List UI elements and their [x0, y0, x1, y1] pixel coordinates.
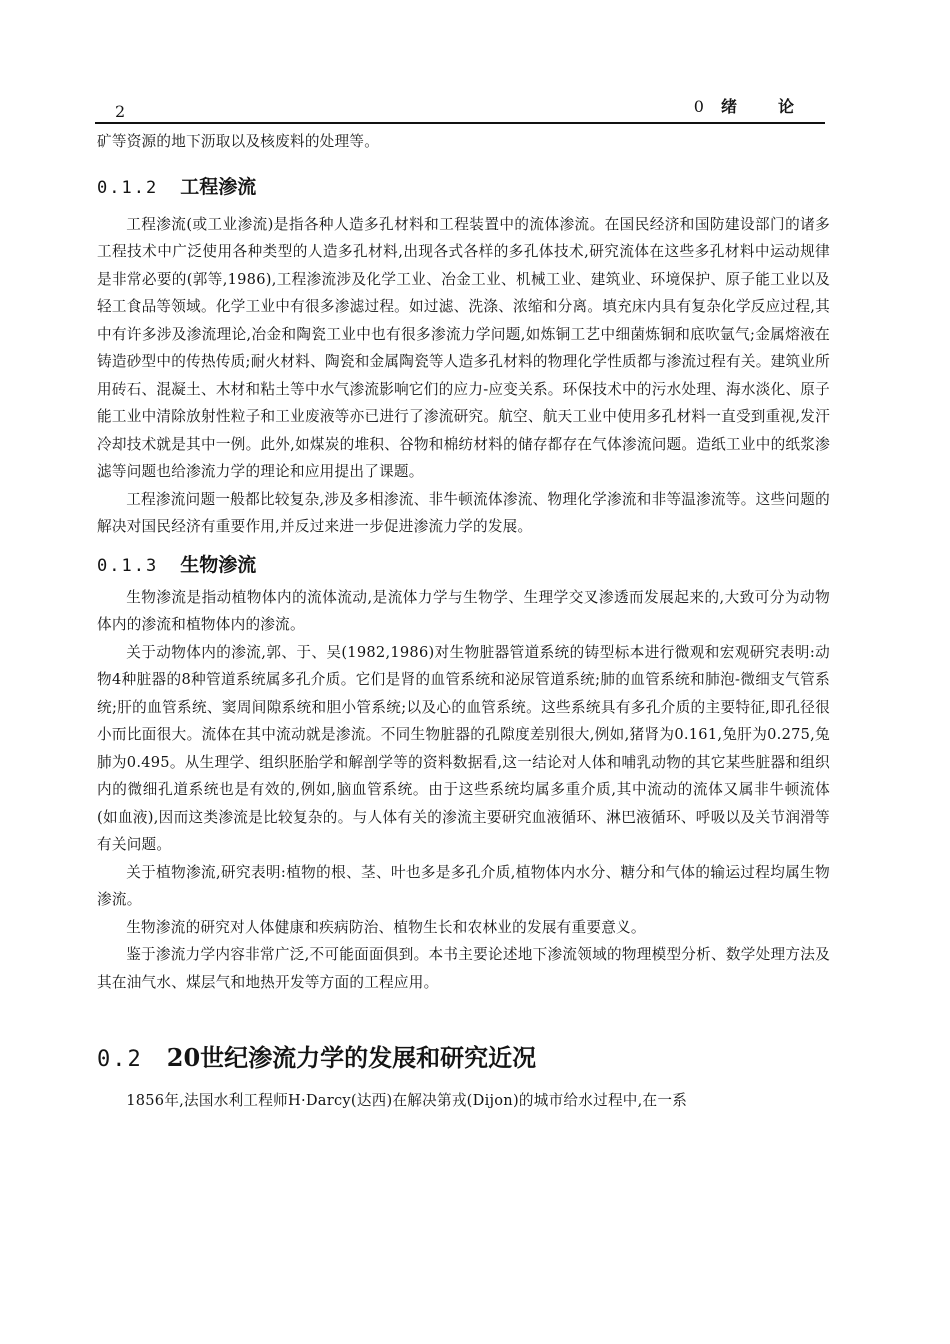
section-title: 生物渗流 — [180, 553, 257, 576]
section-number: 0.2 — [97, 1047, 143, 1072]
page-number: 2 — [115, 102, 126, 121]
paragraph: 1856年,法国水利工程师H·Darcy(达西)在解决第戎(Dijon)的城市给水过程中,在一系 — [126, 1092, 688, 1109]
section-title: 工程渗流 — [180, 175, 257, 198]
header-rule — [95, 122, 825, 124]
continued-paragraph: 矿等资源的地下沥取以及核废料的处理等。 — [97, 133, 380, 150]
running-header — [95, 88, 825, 124]
paragraph: 生物渗流是指动植物体内的流体流动,是流体力学与生物学、生理学交叉渗透而发展起来的,大致可分为动物体内的渗流和植物体内的渗流。 — [97, 588, 830, 633]
section-heading-0-2 — [97, 1038, 830, 1073]
paragraph: 鉴于渗流力学内容非常广泛,不可能面面俱到。本书主要论述地下渗流领域的物理模型分析、数学处理方法及其在油气水、煤层气和地热开发等方面的工程应用。 — [97, 946, 830, 991]
chapter-number: 0 — [693, 97, 705, 116]
section-number: 0.1.2 — [97, 177, 159, 198]
paragraph: 关于动物体内的渗流,郭、于、吴(1982,1986)对生物脏器管道系统的铸型标本进行微观和宏观研究表明:动物4种脏器的8种管道系统属多孔介质。它们是肾的血管系统和泌尿管道系统;肺的血管系统和肺泡-微细支气管系统;肝的血管系统、窦周间隙系统和胆小管系统;以及心的血管系统。这些系统具有多孔介质的主要特征,即孔径很小而比面很大。流体在其中流动就是渗流。不同生物脏器的孔隙度差别很大,例如,猪肾为0.161,兔肝为0.275,兔肺为0.495。从生理学、组织胚胎学和解剖学等的资料数据看,这一结论对人体和哺乳动物的其它某些脏器和组织内的微细孔道系统也是有效的,例如,脑血管系统。由于这些系统均属多重介质,其中流动的流体又属非牛顿流体(如血液),因而这类渗流是比较复杂的。与人体有关的渗流主要研究血液循环、淋巴液循环、呼吸以及关节润滑等有关问题。 — [97, 643, 830, 853]
chapter-title-part-2: 论 — [777, 97, 795, 116]
page-body — [97, 128, 830, 1115]
section-number: 0.1.3 — [97, 555, 159, 576]
paragraph: 生物渗流的研究对人体健康和疾病防治、植物生长和农林业的发展有重要意义。 — [126, 918, 646, 936]
paragraph: 工程渗流问题一般都比较复杂,涉及多相渗流、非牛顿流体渗流、物理化学渗流和非等温渗流等。这些问题的解决对国民经济有重要作用,并反过来进一步促进渗流力学的发展。 — [97, 490, 830, 535]
paragraph: 工程渗流(或工业渗流)是指各种人造多孔材料和工程装置中的流体渗流。在国民经济和国防建设部门的诸多工程技术中广泛使用各种类型的人造多孔材料,出现各式各样的多孔体技术,研究流体在这些多孔材料中运动规律是非常必要的(郭等,1986),工程渗流涉及化学工业、冶金工业、机械工业、建筑业、环境保护、原子能工业以及轻工食品等领域。化学工业中有很多渗滤过程。如过滤、洗涤、浓缩和分离。填充床内具有复杂化学反应过程,其中有许多涉及渗流理论,冶金和陶瓷工业中也有很多渗流力学问题,如炼铜工艺中细菌炼铜和底吹氩气;金属熔液在铸造砂型中的传热传质;耐火材料、陶瓷和金属陶瓷等人造多孔材料的物理化学性质都与渗流过程有关。建筑业所用砖石、混凝土、木材和粘土等中水气渗流影响它们的应力-应变关系。环保技术中的污水处理、海水淡化、原子能工业中清除放射性粒子和工业废液等亦已进行了渗流研究。航空、航天工业中使用多孔材料一直受到重视,发汗冷却技术就是其中一例。此外,如煤炭的堆积、谷物和棉纺材料的储存都存在气体渗流问题。造纸工业中的纸浆渗滤等问题也给渗流力学的理论和应用提出了课题。 — [97, 215, 830, 480]
section-heading-0-1-3 — [97, 550, 830, 577]
chapter-title-part-1: 绪 — [720, 97, 738, 116]
paragraph: 关于植物渗流,研究表明:植物的根、茎、叶也多是多孔介质,植物体内水分、糖分和气体的输运过程均属生物渗流。 — [97, 863, 830, 908]
section-title: 20世纪渗流力学的发展和研究近况 — [166, 1043, 537, 1072]
section-heading-0-1-2 — [97, 172, 830, 199]
chapter-label — [694, 94, 795, 117]
